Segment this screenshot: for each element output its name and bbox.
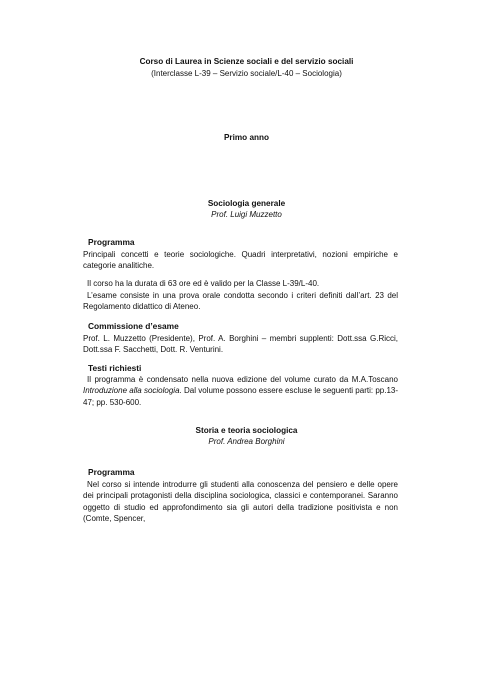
course1-commissione-heading: Commissione d’esame <box>88 321 179 331</box>
year-title: Primo anno <box>223 133 270 142</box>
course1-durata-text: Il corso ha la durata di 63 ore ed è valido per la Classe L-39/L-40. <box>87 279 320 288</box>
course1-testi-text <box>83 374 398 408</box>
course1-programma-text: Principali concetti e teorie sociologiche. Quadri interpretativi, nozioni empiriche e categorie analitiche. <box>83 250 398 271</box>
course1-testi-heading: Testi richiesti <box>88 363 142 373</box>
course1-title: Sociologia generale <box>207 199 286 208</box>
course1-testi-before: Il programma è condensato nella nuova edizione del volume curato da M.A.Toscano <box>87 375 398 384</box>
course1-esame-text: L’esame consiste in una prova orale condotta secondo i criteri definiti dall’art. 23 del Regolamento didattico di Ateneo. <box>83 291 398 312</box>
course-classes: (Interclasse L-39 – Servizio sociale/L-40 – Sociologia) <box>151 69 342 78</box>
course-title: Corso di Laurea in Scienze sociali e del servizio sociali <box>139 57 354 66</box>
course1-professor: Prof. Luigi Muzzetto <box>211 210 282 219</box>
course1-testi-book: Introduzione alla sociologia <box>83 386 180 396</box>
course2-title: Storia e teoria sociologica <box>195 426 298 435</box>
course2-programma-heading: Programma <box>88 467 135 477</box>
course2-programma-text: Nel corso si intende introdurre gli studenti alla conoscenza del pensiero e delle opere dei principali protagonisti della disciplina sociologica, classici e contemporanei. Saranno oggetto di studio ed approfondimento sia gli autori della tradizione positivista e non (Comte, Spencer, <box>83 480 398 523</box>
course1-programma-heading: Programma <box>88 237 135 247</box>
course2-professor: Prof. Andrea Borghini <box>208 437 285 446</box>
course1-testi-after: . Dal volume possono essere escluse le seguenti parti: pp.13-47; pp. 530-600. <box>83 386 399 407</box>
course1-commissione-text: Prof. L. Muzzetto (Presidente), Prof. A. Borghini – membri supplenti: Dott.ssa G.Ricci, Dott.ssa F. Sacchetti, Dott. R. Venturini. <box>83 334 398 355</box>
